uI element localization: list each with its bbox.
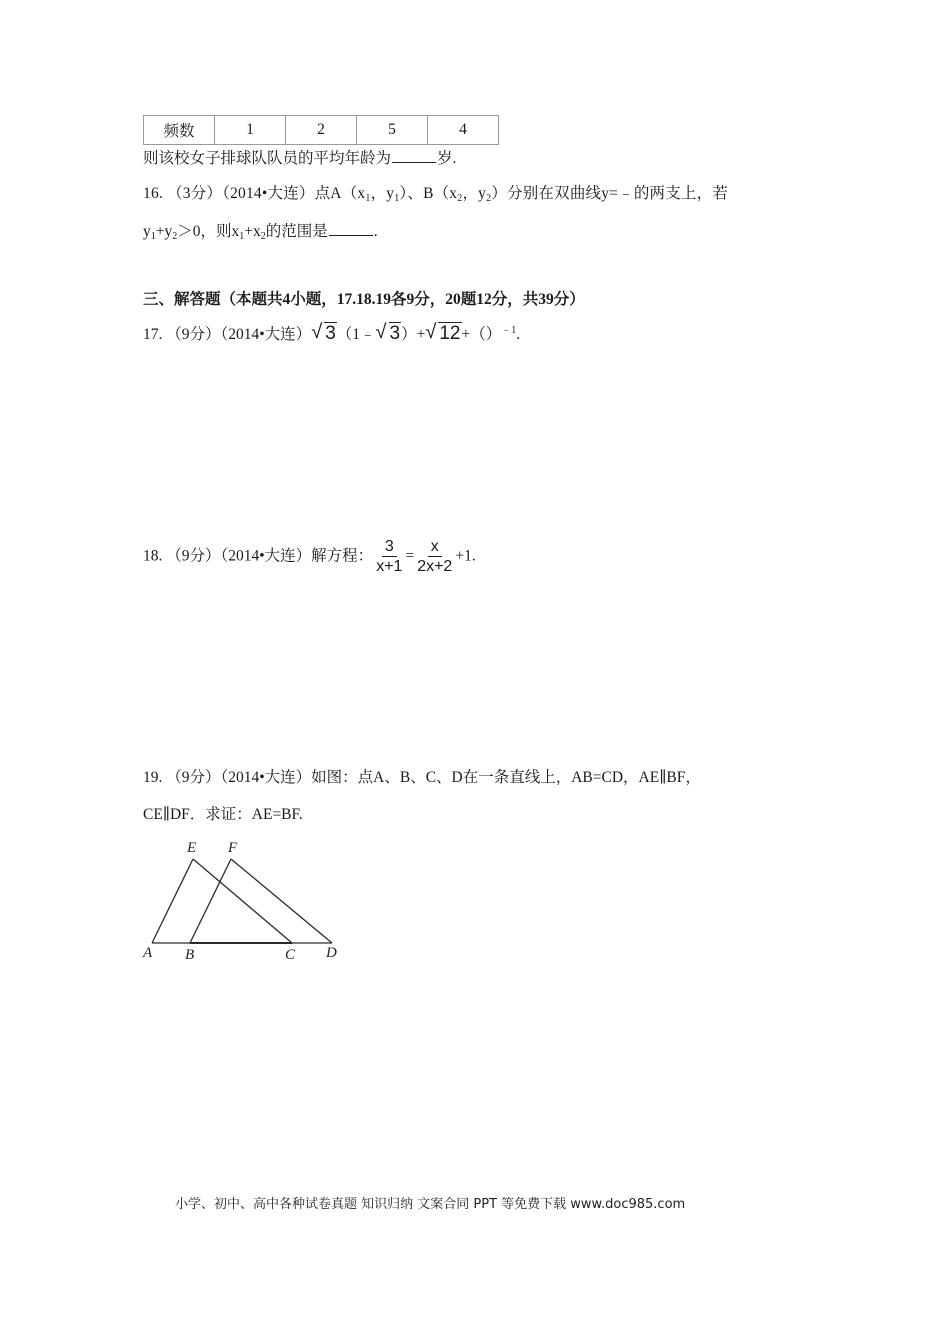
q17-text: +（） <box>461 326 502 343</box>
fraction <box>414 537 455 576</box>
value-cell: 1 <box>215 116 286 145</box>
label-b: B <box>185 947 195 963</box>
q16-text: ，y <box>462 185 487 202</box>
label-d: D <box>326 945 337 961</box>
numerator: 3 <box>382 537 397 557</box>
sqrt-expression <box>311 324 337 344</box>
table-row <box>144 116 499 145</box>
radicand: 3 <box>325 323 336 344</box>
question-score: （3分） <box>167 185 223 202</box>
subscript: 2 <box>457 193 463 204</box>
q16-text: +y <box>155 223 173 240</box>
row-label-cell: 频数 <box>144 116 215 145</box>
geometry-figure <box>140 835 350 965</box>
frequency-table <box>143 115 499 145</box>
label-e: E <box>187 840 197 856</box>
footer-text: 小学、初中、高中各种试卷真题 知识归纳 文案合同 PPT 等免费下载 www.doc985.com <box>175 1197 686 1212</box>
answer-blank <box>392 148 436 163</box>
q17-text: ）+ <box>401 326 426 343</box>
subscript: 1 <box>365 193 371 204</box>
subscript: 2 <box>172 231 178 242</box>
denominator: x+1 <box>376 558 403 575</box>
q15-text: 则该校女子排球队队员的平均年龄为 <box>143 150 392 167</box>
subscript: 2 <box>260 231 266 242</box>
q16-text: +x <box>244 223 261 240</box>
label-a: A <box>143 945 153 961</box>
q16-text: ＞0，则x <box>177 223 240 240</box>
q16-text: . <box>373 223 378 240</box>
section-heading: 三、解答题（本题共4小题，17.18.19各9分，20题12分，共39分） <box>143 291 585 308</box>
answer-blank <box>329 221 373 236</box>
sqrt-expression <box>376 324 402 344</box>
q18-prefix: 18. （9分）（2014•大连）解方程： <box>143 547 374 565</box>
q17-line <box>143 324 520 345</box>
q16-text: ）、B（x <box>399 185 458 202</box>
subscript: 2 <box>486 193 492 204</box>
q16-text: ）分别在双曲线y=﹣的两支上，若 <box>491 185 729 202</box>
equals-sign: = <box>405 547 415 565</box>
subscript: 1 <box>239 231 245 242</box>
q16-line2 <box>143 221 378 242</box>
q16-text: 的范围是 <box>265 223 328 240</box>
radicand: 3 <box>389 323 401 344</box>
q19-line1: 19. （9分）（2014•大连）如图：点A、B、C、D在一条直线上，AB=CD，AE∥BF， <box>143 769 701 786</box>
subscript: 1 <box>150 231 156 242</box>
q17-prefix: 17. （9分）（2014•大连） <box>143 326 312 343</box>
q19-line2: CE∥DF．求证：AE=BF. <box>143 806 303 823</box>
value-cell: 5 <box>357 116 428 145</box>
question-source: （2014•大连） <box>222 185 315 202</box>
exponent: ﹣1 <box>501 325 517 336</box>
q15-text-end: 岁. <box>437 150 457 167</box>
label-f: F <box>228 840 238 856</box>
radicand: 12 <box>439 323 461 344</box>
q18-text: +1. <box>455 547 476 565</box>
denominator: 2x+2 <box>417 558 453 575</box>
subscript: 1 <box>394 193 400 204</box>
fraction <box>373 537 405 576</box>
value-cell: 4 <box>428 116 499 145</box>
q17-text: . <box>516 326 521 343</box>
q17-text: （1﹣ <box>336 326 376 343</box>
question-number: 16. <box>143 185 163 202</box>
q16-text: ，y <box>370 185 395 202</box>
q15-tail-text <box>143 148 456 169</box>
q16-line1 <box>143 184 728 204</box>
label-c: C <box>285 947 296 963</box>
numerator: x <box>428 537 442 557</box>
q16-text: y <box>143 223 151 240</box>
sqrt-expression <box>425 324 461 344</box>
q16-text: 点A（x <box>314 185 366 202</box>
q18-line <box>143 537 476 576</box>
value-cell: 2 <box>286 116 357 145</box>
